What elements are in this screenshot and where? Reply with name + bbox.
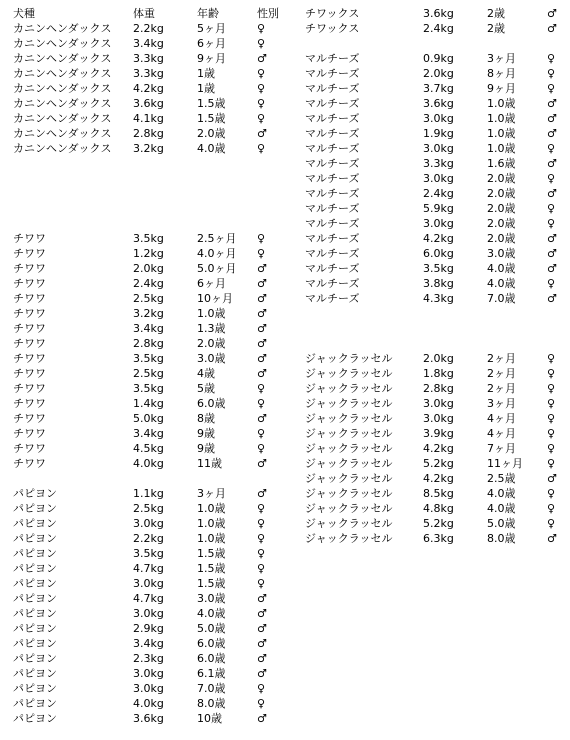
sex-cell: ♀ bbox=[547, 172, 556, 185]
age-cell: 6.0歳 bbox=[197, 397, 226, 410]
sex-cell: ♂ bbox=[257, 337, 267, 350]
age-cell: 1.0歳 bbox=[487, 112, 516, 125]
age-cell: 4ヶ月 bbox=[487, 412, 516, 425]
breed-cell: チワワ bbox=[13, 352, 46, 365]
breed-cell: パピヨン bbox=[13, 637, 57, 650]
weight-cell: 3.4kg bbox=[133, 322, 164, 335]
breed-cell: マルチーズ bbox=[305, 172, 360, 185]
breed-cell: マルチーズ bbox=[305, 217, 360, 230]
breed-cell: カニンヘンダックス bbox=[13, 82, 112, 95]
age-cell: 3ヶ月 bbox=[487, 52, 516, 65]
weight-cell: 3.6kg bbox=[423, 97, 454, 110]
breed-cell: チワワ bbox=[13, 307, 46, 320]
weight-cell: 2.2kg bbox=[133, 22, 164, 35]
breed-cell: パピヨン bbox=[13, 547, 57, 560]
age-cell: 4.0ヶ月 bbox=[197, 247, 237, 260]
sex-cell: ♂ bbox=[547, 112, 557, 125]
age-cell: 8歳 bbox=[197, 412, 215, 425]
sex-cell: ♂ bbox=[547, 532, 557, 545]
sex-cell: ♀ bbox=[547, 67, 556, 80]
weight-cell: 4.8kg bbox=[423, 502, 454, 515]
weight-cell: 4.2kg bbox=[133, 82, 164, 95]
breed-cell: チワックス bbox=[305, 7, 360, 20]
sex-cell: ♂ bbox=[547, 22, 557, 35]
age-cell: 6.0歳 bbox=[197, 652, 226, 665]
sex-cell: ♀ bbox=[547, 382, 556, 395]
weight-cell: 2.8kg bbox=[423, 382, 454, 395]
weight-cell: 4.0kg bbox=[133, 697, 164, 710]
weight-cell: 3.0kg bbox=[133, 607, 164, 620]
sex-cell: ♀ bbox=[547, 352, 556, 365]
breed-cell: ジャックラッセル bbox=[305, 397, 393, 410]
breed-cell: ジャックラッセル bbox=[305, 487, 393, 500]
sex-cell: ♂ bbox=[547, 97, 557, 110]
age-cell: 10歳 bbox=[197, 712, 222, 725]
breed-cell: カニンヘンダックス bbox=[13, 127, 112, 140]
header-breed: 犬種 bbox=[13, 7, 35, 20]
weight-cell: 2.0kg bbox=[133, 262, 164, 275]
sex-cell: ♀ bbox=[257, 382, 266, 395]
weight-cell: 1.4kg bbox=[133, 397, 164, 410]
breed-cell: パピヨン bbox=[13, 577, 57, 590]
sex-cell: ♂ bbox=[257, 592, 267, 605]
breed-cell: チワックス bbox=[305, 22, 360, 35]
age-cell: 4.0歳 bbox=[487, 502, 516, 515]
weight-cell: 3.0kg bbox=[423, 412, 454, 425]
age-cell: 5歳 bbox=[197, 382, 215, 395]
breed-cell: マルチーズ bbox=[305, 67, 360, 80]
sex-cell: ♀ bbox=[257, 577, 266, 590]
age-cell: 2.0歳 bbox=[197, 127, 226, 140]
age-cell: 2ヶ月 bbox=[487, 382, 516, 395]
weight-cell: 5.2kg bbox=[423, 517, 454, 530]
sex-cell: ♂ bbox=[257, 292, 267, 305]
age-cell: 3.0歳 bbox=[197, 592, 226, 605]
sex-cell: ♂ bbox=[547, 127, 557, 140]
sex-cell: ♀ bbox=[547, 487, 556, 500]
weight-cell: 3.6kg bbox=[133, 97, 164, 110]
age-cell: 1.0歳 bbox=[487, 142, 516, 155]
sex-cell: ♀ bbox=[547, 277, 556, 290]
weight-cell: 1.9kg bbox=[423, 127, 454, 140]
sex-cell: ♂ bbox=[257, 712, 267, 725]
age-cell: 7ヶ月 bbox=[487, 442, 516, 455]
weight-cell: 3.0kg bbox=[133, 667, 164, 680]
weight-cell: 5.9kg bbox=[423, 202, 454, 215]
breed-cell: チワワ bbox=[13, 247, 46, 260]
weight-cell: 3.7kg bbox=[423, 82, 454, 95]
age-cell: 2.0歳 bbox=[197, 337, 226, 350]
breed-cell: ジャックラッセル bbox=[305, 367, 393, 380]
sex-cell: ♂ bbox=[257, 127, 267, 140]
age-cell: 4.0歳 bbox=[487, 487, 516, 500]
breed-cell: パピヨン bbox=[13, 652, 57, 665]
sex-cell: ♀ bbox=[257, 22, 266, 35]
age-cell: 2.5歳 bbox=[487, 472, 516, 485]
breed-cell: マルチーズ bbox=[305, 187, 360, 200]
breed-cell: カニンヘンダックス bbox=[13, 67, 112, 80]
breed-cell: チワワ bbox=[13, 337, 46, 350]
age-cell: 5.0歳 bbox=[487, 517, 516, 530]
sex-cell: ♀ bbox=[257, 232, 266, 245]
breed-cell: カニンヘンダックス bbox=[13, 37, 112, 50]
sex-cell: ♂ bbox=[257, 637, 267, 650]
weight-cell: 2.4kg bbox=[133, 277, 164, 290]
breed-cell: パピヨン bbox=[13, 712, 57, 725]
breed-cell: マルチーズ bbox=[305, 112, 360, 125]
age-cell: 8ヶ月 bbox=[487, 67, 516, 80]
age-cell: 3.0歳 bbox=[487, 247, 516, 260]
age-cell: 8.0歳 bbox=[197, 697, 226, 710]
age-cell: 1歳 bbox=[197, 67, 215, 80]
weight-cell: 2.5kg bbox=[133, 367, 164, 380]
weight-cell: 2.8kg bbox=[133, 127, 164, 140]
weight-cell: 2.3kg bbox=[133, 652, 164, 665]
sex-cell: ♂ bbox=[547, 262, 557, 275]
sex-cell: ♀ bbox=[257, 97, 266, 110]
age-cell: 3ヶ月 bbox=[487, 397, 516, 410]
sex-cell: ♂ bbox=[257, 367, 267, 380]
age-cell: 1.0歳 bbox=[197, 307, 226, 320]
weight-cell: 3.5kg bbox=[423, 262, 454, 275]
weight-cell: 3.0kg bbox=[423, 112, 454, 125]
breed-cell: マルチーズ bbox=[305, 82, 360, 95]
sex-cell: ♀ bbox=[257, 547, 266, 560]
breed-cell: パピヨン bbox=[13, 562, 57, 575]
sex-cell: ♀ bbox=[547, 427, 556, 440]
breed-cell: パピヨン bbox=[13, 622, 57, 635]
weight-cell: 3.5kg bbox=[133, 547, 164, 560]
sex-cell: ♀ bbox=[257, 112, 266, 125]
breed-cell: パピヨン bbox=[13, 517, 57, 530]
sex-cell: ♂ bbox=[547, 157, 557, 170]
age-cell: 6.1歳 bbox=[197, 667, 226, 680]
header-age: 年齢 bbox=[197, 7, 219, 20]
breed-cell: パピヨン bbox=[13, 532, 57, 545]
age-cell: 2歳 bbox=[487, 22, 505, 35]
age-cell: 6ヶ月 bbox=[197, 37, 226, 50]
weight-cell: 3.8kg bbox=[423, 277, 454, 290]
weight-cell: 5.2kg bbox=[423, 457, 454, 470]
breed-cell: チワワ bbox=[13, 427, 46, 440]
breed-cell: マルチーズ bbox=[305, 277, 360, 290]
header-weight: 体重 bbox=[133, 7, 155, 20]
breed-cell: パピヨン bbox=[13, 682, 57, 695]
age-cell: 2歳 bbox=[487, 7, 505, 20]
weight-cell: 2.0kg bbox=[423, 67, 454, 80]
age-cell: 4歳 bbox=[197, 367, 215, 380]
weight-cell: 3.3kg bbox=[133, 52, 164, 65]
weight-cell: 4.1kg bbox=[133, 112, 164, 125]
sex-cell: ♂ bbox=[257, 607, 267, 620]
sex-cell: ♂ bbox=[547, 472, 557, 485]
age-cell: 1.5歳 bbox=[197, 562, 226, 575]
sex-cell: ♀ bbox=[257, 442, 266, 455]
age-cell: 11歳 bbox=[197, 457, 222, 470]
age-cell: 9ヶ月 bbox=[197, 52, 226, 65]
sex-cell: ♂ bbox=[257, 307, 267, 320]
age-cell: 4.0歳 bbox=[487, 277, 516, 290]
weight-cell: 4.7kg bbox=[133, 592, 164, 605]
breed-cell: パピヨン bbox=[13, 592, 57, 605]
weight-cell: 3.0kg bbox=[423, 397, 454, 410]
weight-cell: 3.4kg bbox=[133, 37, 164, 50]
weight-cell: 1.8kg bbox=[423, 367, 454, 380]
weight-cell: 2.5kg bbox=[133, 502, 164, 515]
weight-cell: 8.5kg bbox=[423, 487, 454, 500]
sex-cell: ♂ bbox=[257, 52, 267, 65]
sex-cell: ♂ bbox=[257, 652, 267, 665]
sex-cell: ♀ bbox=[547, 142, 556, 155]
sex-cell: ♂ bbox=[257, 322, 267, 335]
weight-cell: 3.0kg bbox=[423, 217, 454, 230]
weight-cell: 3.0kg bbox=[133, 682, 164, 695]
breed-cell: マルチーズ bbox=[305, 292, 360, 305]
sex-cell: ♀ bbox=[257, 502, 266, 515]
age-cell: 1歳 bbox=[197, 82, 215, 95]
breed-cell: カニンヘンダックス bbox=[13, 52, 112, 65]
weight-cell: 3.4kg bbox=[133, 427, 164, 440]
breed-cell: チワワ bbox=[13, 262, 46, 275]
sex-cell: ♂ bbox=[547, 187, 557, 200]
header-sex: 性別 bbox=[257, 7, 279, 20]
age-cell: 4.0歳 bbox=[487, 262, 516, 275]
age-cell: 2ヶ月 bbox=[487, 352, 516, 365]
weight-cell: 3.6kg bbox=[423, 7, 454, 20]
weight-cell: 3.9kg bbox=[423, 427, 454, 440]
weight-cell: 3.0kg bbox=[423, 172, 454, 185]
age-cell: 2.0歳 bbox=[487, 232, 516, 245]
weight-cell: 2.4kg bbox=[423, 22, 454, 35]
age-cell: 1.3歳 bbox=[197, 322, 226, 335]
breed-cell: チワワ bbox=[13, 442, 46, 455]
sex-cell: ♀ bbox=[257, 532, 266, 545]
weight-cell: 3.5kg bbox=[133, 352, 164, 365]
age-cell: 7.0歳 bbox=[487, 292, 516, 305]
weight-cell: 3.5kg bbox=[133, 382, 164, 395]
weight-cell: 3.4kg bbox=[133, 637, 164, 650]
sex-cell: ♀ bbox=[547, 517, 556, 530]
breed-cell: チワワ bbox=[13, 277, 46, 290]
age-cell: 4.0歳 bbox=[197, 607, 226, 620]
sex-cell: ♀ bbox=[547, 457, 556, 470]
breed-cell: ジャックラッセル bbox=[305, 412, 393, 425]
breed-cell: マルチーズ bbox=[305, 232, 360, 245]
breed-cell: ジャックラッセル bbox=[305, 442, 393, 455]
sex-cell: ♀ bbox=[257, 82, 266, 95]
weight-cell: 4.7kg bbox=[133, 562, 164, 575]
sex-cell: ♀ bbox=[257, 67, 266, 80]
breed-cell: マルチーズ bbox=[305, 142, 360, 155]
breed-cell: カニンヘンダックス bbox=[13, 112, 112, 125]
weight-cell: 4.2kg bbox=[423, 472, 454, 485]
breed-cell: パピヨン bbox=[13, 487, 57, 500]
age-cell: 11ヶ月 bbox=[487, 457, 523, 470]
age-cell: 1.5歳 bbox=[197, 97, 226, 110]
age-cell: 9歳 bbox=[197, 427, 215, 440]
weight-cell: 3.2kg bbox=[133, 307, 164, 320]
sex-cell: ♀ bbox=[547, 82, 556, 95]
weight-cell: 2.2kg bbox=[133, 532, 164, 545]
breed-cell: ジャックラッセル bbox=[305, 532, 393, 545]
weight-cell: 2.8kg bbox=[133, 337, 164, 350]
breed-cell: チワワ bbox=[13, 382, 46, 395]
breed-cell: チワワ bbox=[13, 367, 46, 380]
age-cell: 10ヶ月 bbox=[197, 292, 233, 305]
breed-cell: カニンヘンダックス bbox=[13, 142, 112, 155]
age-cell: 7.0歳 bbox=[197, 682, 226, 695]
age-cell: 3.0歳 bbox=[197, 352, 226, 365]
age-cell: 4.0歳 bbox=[197, 142, 226, 155]
age-cell: 5.0ヶ月 bbox=[197, 262, 237, 275]
breed-cell: チワワ bbox=[13, 412, 46, 425]
age-cell: 5.0歳 bbox=[197, 622, 226, 635]
age-cell: 2ヶ月 bbox=[487, 367, 516, 380]
sex-cell: ♂ bbox=[547, 7, 557, 20]
age-cell: 1.0歳 bbox=[197, 502, 226, 515]
weight-cell: 2.5kg bbox=[133, 292, 164, 305]
age-cell: 4ヶ月 bbox=[487, 427, 516, 440]
age-cell: 3ヶ月 bbox=[197, 487, 226, 500]
breed-cell: チワワ bbox=[13, 397, 46, 410]
breed-cell: ジャックラッセル bbox=[305, 502, 393, 515]
sex-cell: ♀ bbox=[257, 697, 266, 710]
age-cell: 2.5ヶ月 bbox=[197, 232, 237, 245]
sex-cell: ♂ bbox=[257, 457, 267, 470]
age-cell: 1.0歳 bbox=[487, 97, 516, 110]
sex-cell: ♀ bbox=[547, 52, 556, 65]
sex-cell: ♀ bbox=[547, 412, 556, 425]
age-cell: 5ヶ月 bbox=[197, 22, 226, 35]
weight-cell: 4.0kg bbox=[133, 457, 164, 470]
breed-cell: マルチーズ bbox=[305, 262, 360, 275]
weight-cell: 1.2kg bbox=[133, 247, 164, 260]
breed-cell: マルチーズ bbox=[305, 157, 360, 170]
sex-cell: ♀ bbox=[257, 517, 266, 530]
sex-cell: ♂ bbox=[257, 262, 267, 275]
age-cell: 9歳 bbox=[197, 442, 215, 455]
sex-cell: ♂ bbox=[257, 352, 267, 365]
age-cell: 6.0歳 bbox=[197, 637, 226, 650]
sex-cell: ♀ bbox=[547, 397, 556, 410]
weight-cell: 3.5kg bbox=[133, 232, 164, 245]
age-cell: 2.0歳 bbox=[487, 187, 516, 200]
age-cell: 1.5歳 bbox=[197, 547, 226, 560]
breed-cell: チワワ bbox=[13, 322, 46, 335]
sex-cell: ♂ bbox=[547, 292, 557, 305]
weight-cell: 3.0kg bbox=[133, 577, 164, 590]
sex-cell: ♂ bbox=[257, 667, 267, 680]
sex-cell: ♀ bbox=[547, 217, 556, 230]
age-cell: 1.0歳 bbox=[487, 127, 516, 140]
sex-cell: ♂ bbox=[257, 412, 267, 425]
sex-cell: ♂ bbox=[257, 277, 267, 290]
weight-cell: 4.2kg bbox=[423, 232, 454, 245]
weight-cell: 4.3kg bbox=[423, 292, 454, 305]
breed-cell: ジャックラッセル bbox=[305, 382, 393, 395]
breed-cell: パピヨン bbox=[13, 697, 57, 710]
age-cell: 1.0歳 bbox=[197, 517, 226, 530]
weight-cell: 2.0kg bbox=[423, 352, 454, 365]
weight-cell: 5.0kg bbox=[133, 412, 164, 425]
breed-cell: チワワ bbox=[13, 292, 46, 305]
weight-cell: 4.5kg bbox=[133, 442, 164, 455]
sex-cell: ♂ bbox=[547, 232, 557, 245]
breed-cell: チワワ bbox=[13, 457, 46, 470]
breed-cell: ジャックラッセル bbox=[305, 517, 393, 530]
breed-cell: チワワ bbox=[13, 232, 46, 245]
breed-cell: マルチーズ bbox=[305, 52, 360, 65]
breed-cell: パピヨン bbox=[13, 667, 57, 680]
weight-cell: 3.2kg bbox=[133, 142, 164, 155]
age-cell: 1.6歳 bbox=[487, 157, 516, 170]
breed-cell: カニンヘンダックス bbox=[13, 22, 112, 35]
sex-cell: ♀ bbox=[257, 247, 266, 260]
weight-cell: 3.3kg bbox=[133, 67, 164, 80]
weight-cell: 3.6kg bbox=[133, 712, 164, 725]
age-cell: 1.5歳 bbox=[197, 577, 226, 590]
weight-cell: 6.0kg bbox=[423, 247, 454, 260]
age-cell: 1.5歳 bbox=[197, 112, 226, 125]
age-cell: 2.0歳 bbox=[487, 202, 516, 215]
age-cell: 6ヶ月 bbox=[197, 277, 226, 290]
breed-cell: ジャックラッセル bbox=[305, 457, 393, 470]
sex-cell: ♂ bbox=[547, 247, 557, 260]
age-cell: 2.0歳 bbox=[487, 217, 516, 230]
sex-cell: ♀ bbox=[547, 502, 556, 515]
weight-cell: 6.3kg bbox=[423, 532, 454, 545]
weight-cell: 3.3kg bbox=[423, 157, 454, 170]
breed-cell: パピヨン bbox=[13, 607, 57, 620]
breed-cell: ジャックラッセル bbox=[305, 427, 393, 440]
age-cell: 9ヶ月 bbox=[487, 82, 516, 95]
weight-cell: 1.1kg bbox=[133, 487, 164, 500]
sex-cell: ♀ bbox=[257, 142, 266, 155]
weight-cell: 0.9kg bbox=[423, 52, 454, 65]
sex-cell: ♀ bbox=[547, 367, 556, 380]
weight-cell: 3.0kg bbox=[133, 517, 164, 530]
sex-cell: ♂ bbox=[257, 487, 267, 500]
breed-cell: マルチーズ bbox=[305, 97, 360, 110]
breed-cell: ジャックラッセル bbox=[305, 472, 393, 485]
sex-cell: ♀ bbox=[257, 37, 266, 50]
sex-cell: ♀ bbox=[257, 427, 266, 440]
weight-cell: 2.4kg bbox=[423, 187, 454, 200]
age-cell: 1.0歳 bbox=[197, 532, 226, 545]
breed-cell: カニンヘンダックス bbox=[13, 97, 112, 110]
breed-cell: パピヨン bbox=[13, 502, 57, 515]
age-cell: 8.0歳 bbox=[487, 532, 516, 545]
breed-cell: ジャックラッセル bbox=[305, 352, 393, 365]
sex-cell: ♀ bbox=[257, 397, 266, 410]
weight-cell: 4.2kg bbox=[423, 442, 454, 455]
age-cell: 2.0歳 bbox=[487, 172, 516, 185]
sex-cell: ♂ bbox=[257, 622, 267, 635]
sex-cell: ♀ bbox=[547, 442, 556, 455]
weight-cell: 2.9kg bbox=[133, 622, 164, 635]
sex-cell: ♀ bbox=[257, 562, 266, 575]
sex-cell: ♀ bbox=[547, 202, 556, 215]
breed-cell: マルチーズ bbox=[305, 127, 360, 140]
weight-cell: 3.0kg bbox=[423, 142, 454, 155]
breed-cell: マルチーズ bbox=[305, 202, 360, 215]
breed-cell: マルチーズ bbox=[305, 247, 360, 260]
sex-cell: ♀ bbox=[257, 682, 266, 695]
